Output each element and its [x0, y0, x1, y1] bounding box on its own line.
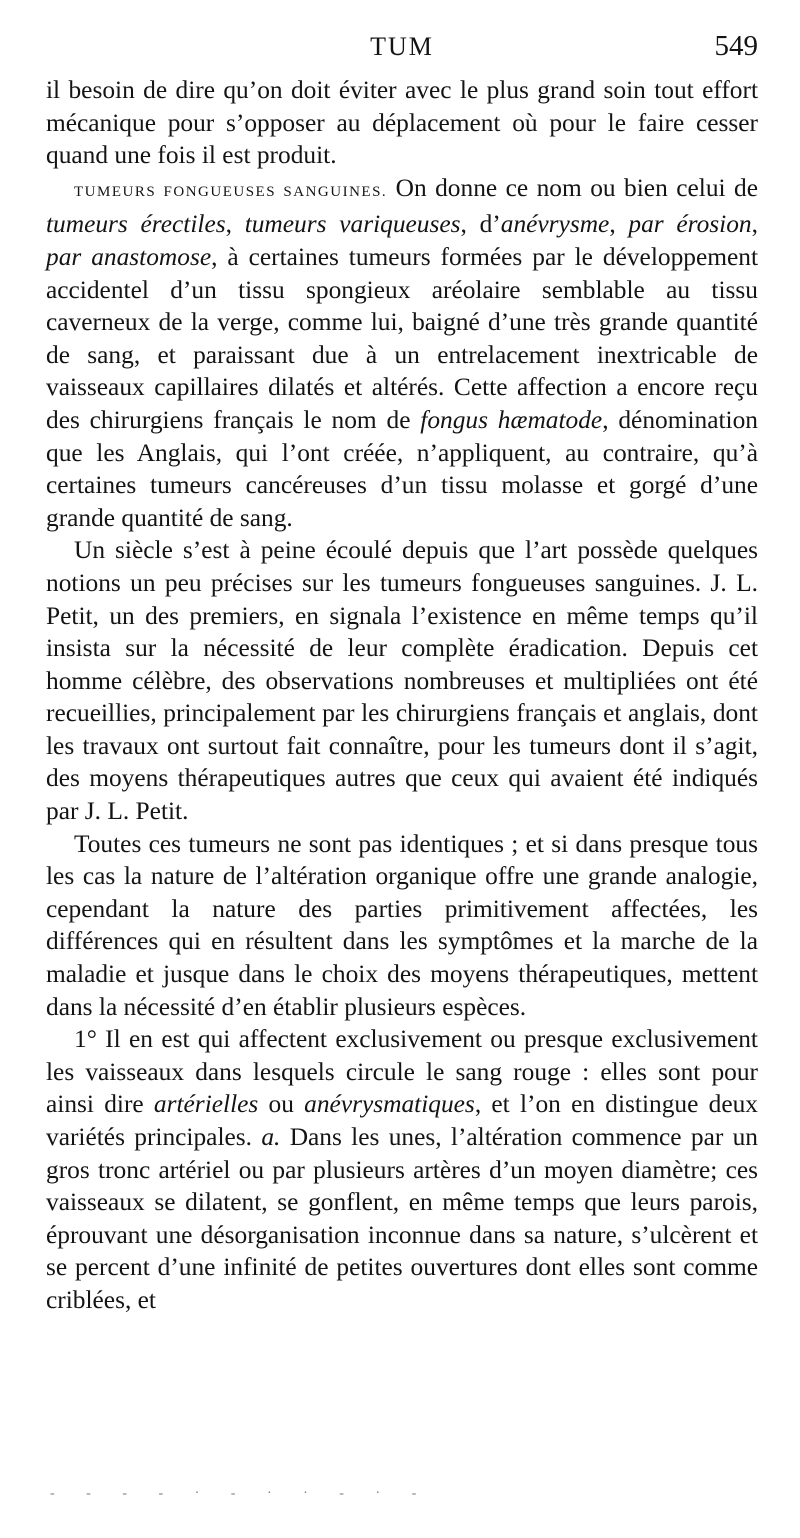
paragraph-5: [46, 1023, 758, 1316]
text-span: ,: [751, 210, 758, 239]
italic-term: tumeurs érectiles: [46, 210, 226, 239]
text-span: On donne ce nom ou bien celui de: [387, 173, 758, 202]
section-heading: TUMEURS FONGUEUSES SANGUINES.: [74, 183, 388, 200]
paragraph-2: [46, 172, 758, 535]
text-span: , dénomination que les Anglais, qui l’ont créée, n’appliquent, au contraire, qu’à certaines tumeurs cancéreuses d’un tissu molasse et gorgé d’une grande quantité de sang.: [46, 405, 758, 532]
italic-term: a.: [261, 1123, 281, 1151]
italic-term: artérielles: [153, 1090, 259, 1119]
italic-term: fongus hæmatode: [420, 405, 603, 434]
paragraph-3: Un siècle s’est à peine écoulé depuis que l’art possède quelques notions un peu précises sur les tumeurs fongueuses sanguines. J. L. Petit, un des premiers, en signala l’existence en même temps qu’il insista sur la nécessité de leur complète éradication. Depuis cet homme célèbre, des observations nombreuses et multipliées ont été recueillies, principalement par les chirurgiens français et anglais, dont les travaux ont surtout fait connaître, pour les tumeurs dont il s’agit, des moyens thérapeutiques autres que ceux qui avaient été indiqués par J. L. Petit.: [46, 536, 758, 826]
italic-term: par anastomose: [46, 242, 212, 271]
body-text: [46, 74, 758, 1317]
paragraph-4: Toutes ces tumeurs ne sont pas identiques ; et si dans presque tous les cas la nature de l’altération organique offre une grande analogie, cependant la nature des parties primitivement affectées, les différences qui en résultent dans les symptômes et la marche de la maladie et jusque dans le choix des moyens thérapeutiques, mettent dans la nécessité d’en établir plusieurs espèces.: [46, 829, 758, 1021]
text-span: 1° Il en est qui affectent exclusivement ou presque exclusivement les vaisseaux dans lesquels circule le sang rouge : elles sont pour ainsi dire: [46, 1025, 758, 1119]
text-span: ,: [225, 210, 245, 239]
italic-term: par érosion: [628, 210, 752, 239]
page-number: 549: [714, 30, 758, 62]
running-title: TUM: [370, 32, 434, 61]
italic-term: anévrysmatiques: [304, 1090, 475, 1119]
text-span: ,: [609, 210, 629, 239]
text-span: Dans les unes, l’altération commence par un gros tronc artériel ou par plusieurs artères d’un moyen diamètre; ces vaisseaux se dilatent, se gonflent, en même temps que leurs parois, éprouvant une désorganisation inconnue dans sa nature, s’ulcèrent et se percent d’une infinité de petites ouvertures dont elles sont comme criblées, et: [46, 1123, 759, 1314]
text-span: , à certaines tumeurs formées par le développement accidentel d’un tissu spongieux aréolaire semblable au tissu caverneux de la verge, comme lui, baigné d’une très grande quantité de sang, et paraissant due à un entrelacement inextricable de vaisseaux capillaires dilatés et altérés. Cette affection a encore reçu des chirurgiens français le nom de: [46, 242, 758, 434]
page-header: [46, 28, 758, 68]
text-span: , d’: [460, 210, 501, 239]
italic-term: tumeurs variqueuses: [244, 210, 461, 239]
italic-term: anévrysme: [500, 210, 610, 239]
scan-specks: - - - - · - · · - · -: [50, 1486, 431, 1498]
text-span: ou: [258, 1090, 305, 1119]
paragraph-1: il besoin de dire qu’on doit éviter avec le plus grand soin tout effort mécanique pour s’opposer au déplacement où pour le faire cesser quand une fois il est produit.: [46, 76, 758, 170]
text-span: , et l’on en distingue deux variétés principales.: [46, 1090, 758, 1151]
